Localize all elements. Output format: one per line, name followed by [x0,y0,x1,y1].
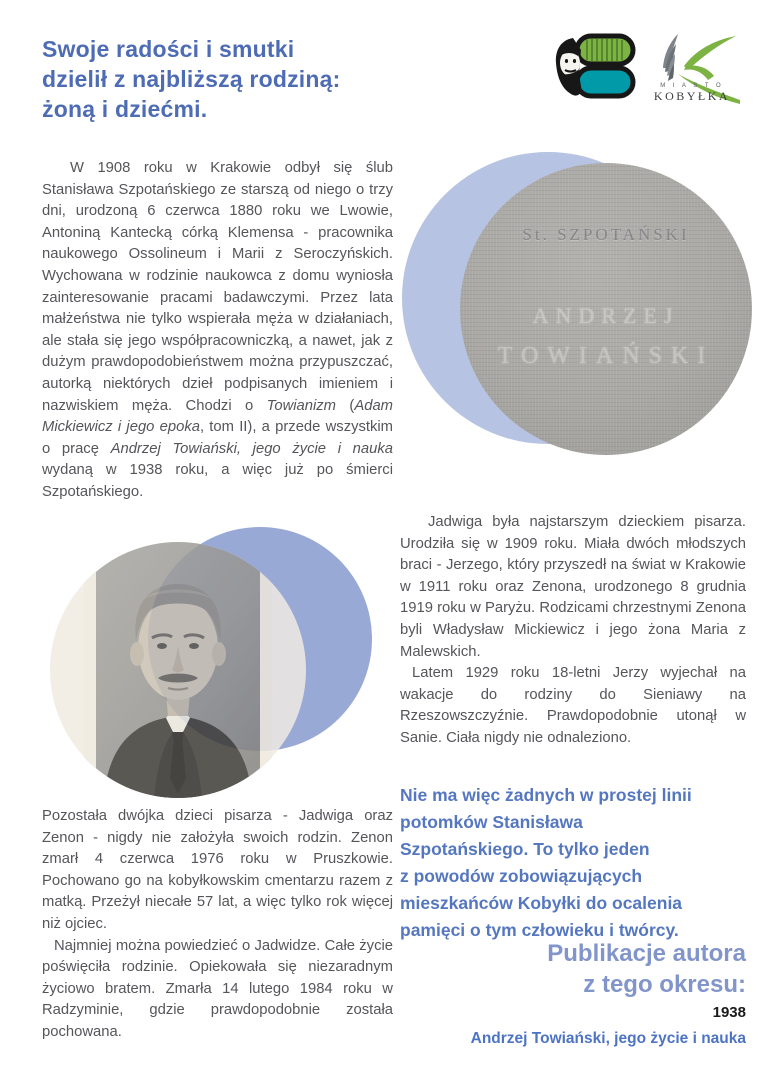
portrait-photo [50,542,306,798]
publication-title: Andrzej Towiański, jego życie i nauka [470,1030,746,1047]
library-logo [551,30,639,110]
paragraph-jadwiga: Jadwiga była najstarszym dzieckiem pisarza. Urodziła się w 1909 roku. Miała dwóch młodszych braci - Jerzego, który przyszedł na świat w Krakowie w 1911 roku oraz Zenona, urodzonego 8 grudnia 1919 roku w Paryżu. Rodzicami chrzestnymi Zenona byli Władysław Mickiewicz i jego żona Maria z Malewskich. [400,514,746,660]
book-cover-image [460,163,752,455]
book-cover-title-line1: ANDRZEJ [532,303,680,328]
left-column-paragraph-1 [42,158,393,504]
publication-year: 1938 [712,1004,746,1021]
paragraph-children: Pozostała dwójka dzieci pisarza - Jadwiga oraz Zenon - nigdy nie założyła swoich rodzin. Zenon zmarł 4 czerwca 1976 roku w Pruszkowie. Pochowano go na kobyłkowskim cmentarzu razem z matką. Przeżył niecałe 57 lat, a więc tylko rok więcej niż ojciec. [42,808,393,932]
book-cover-author: St. SZPOTAŃSKI [522,225,690,244]
page-title: Swoje radości i smutki dzielił z najbliższą rodziną: żoną i dziećmi. [42,36,341,122]
publications-heading: Publikacje autora z tego okresu: [547,940,746,998]
paragraph-jerzy: Latem 1929 roku 18-letni Jerzy wyjechał na wakacje do rodziny do Sieniawy na Rzeszowszczyźnie. Prawdopodobnie utonął w Sanie. Ciała nigdy nie odnaleziono. [400,665,746,746]
city-logo-line1: M I A S T O [660,83,724,89]
right-column-paragraphs [400,512,746,750]
city-logo [648,30,740,113]
paragraph-marriage: W 1908 roku w Krakowie odbył się ślub Stanisława Szpotańskiego ze starszą od niego o trzy dni, urodzoną 6 czerwca 1880 roku we Lwowie, Antoniną Kantecką córką Klemensa - pracownika naukowego Ossolineum i Marii z Seroczyńskich. Wychowana w rodzinie naukowca z domu wyniosła zainteresowanie pracami badawczymi. Przez lata małżeństwa nie tylko wspierała męża w działaniach, ale stała się jego współpracowniczką, a nawet, jak z dużym prawdopodobieństwem można przypuszczać, autorką niektórych dzieł podpisanych imieniem i nazwiskiem męża. Chodzi o Towianizm (Adam Mickiewicz i jego epoka, tom II), a przede wszystkim o pracę Andrzej Towiański, jego życie i nauka wydaną w 1938 roku, a więc już po śmierci Szpotańskiego. [42,160,394,500]
feather-icon [663,34,678,81]
paragraph-jadwiga-death: Najmniej można powiedzieć o Jadwidze. Całe życie poświęciła rodzinie. Opiekowała się niezaradnym życiowo bratem. Zmarła 14 lutego 1984 roku w Radzyminie, gdzie prawdopodobnie została pochowana. [42,937,393,1040]
left-column-paragraphs-bottom [42,806,393,1044]
book-cover-title-line2: TOWIAŃSKI [497,343,715,369]
city-logo-line2: KOBYŁKA [653,89,731,103]
callout-no-descendants: Nie ma więc żadnych w prostej linii potomków Stanisława Szpotańskiego. To tylko jeden z powodów zobowiązujących mieszkańców Kobyłki do ocalenia pamięci o tym człowieku i twórcy. [400,785,692,940]
library-book-icon [551,92,639,109]
